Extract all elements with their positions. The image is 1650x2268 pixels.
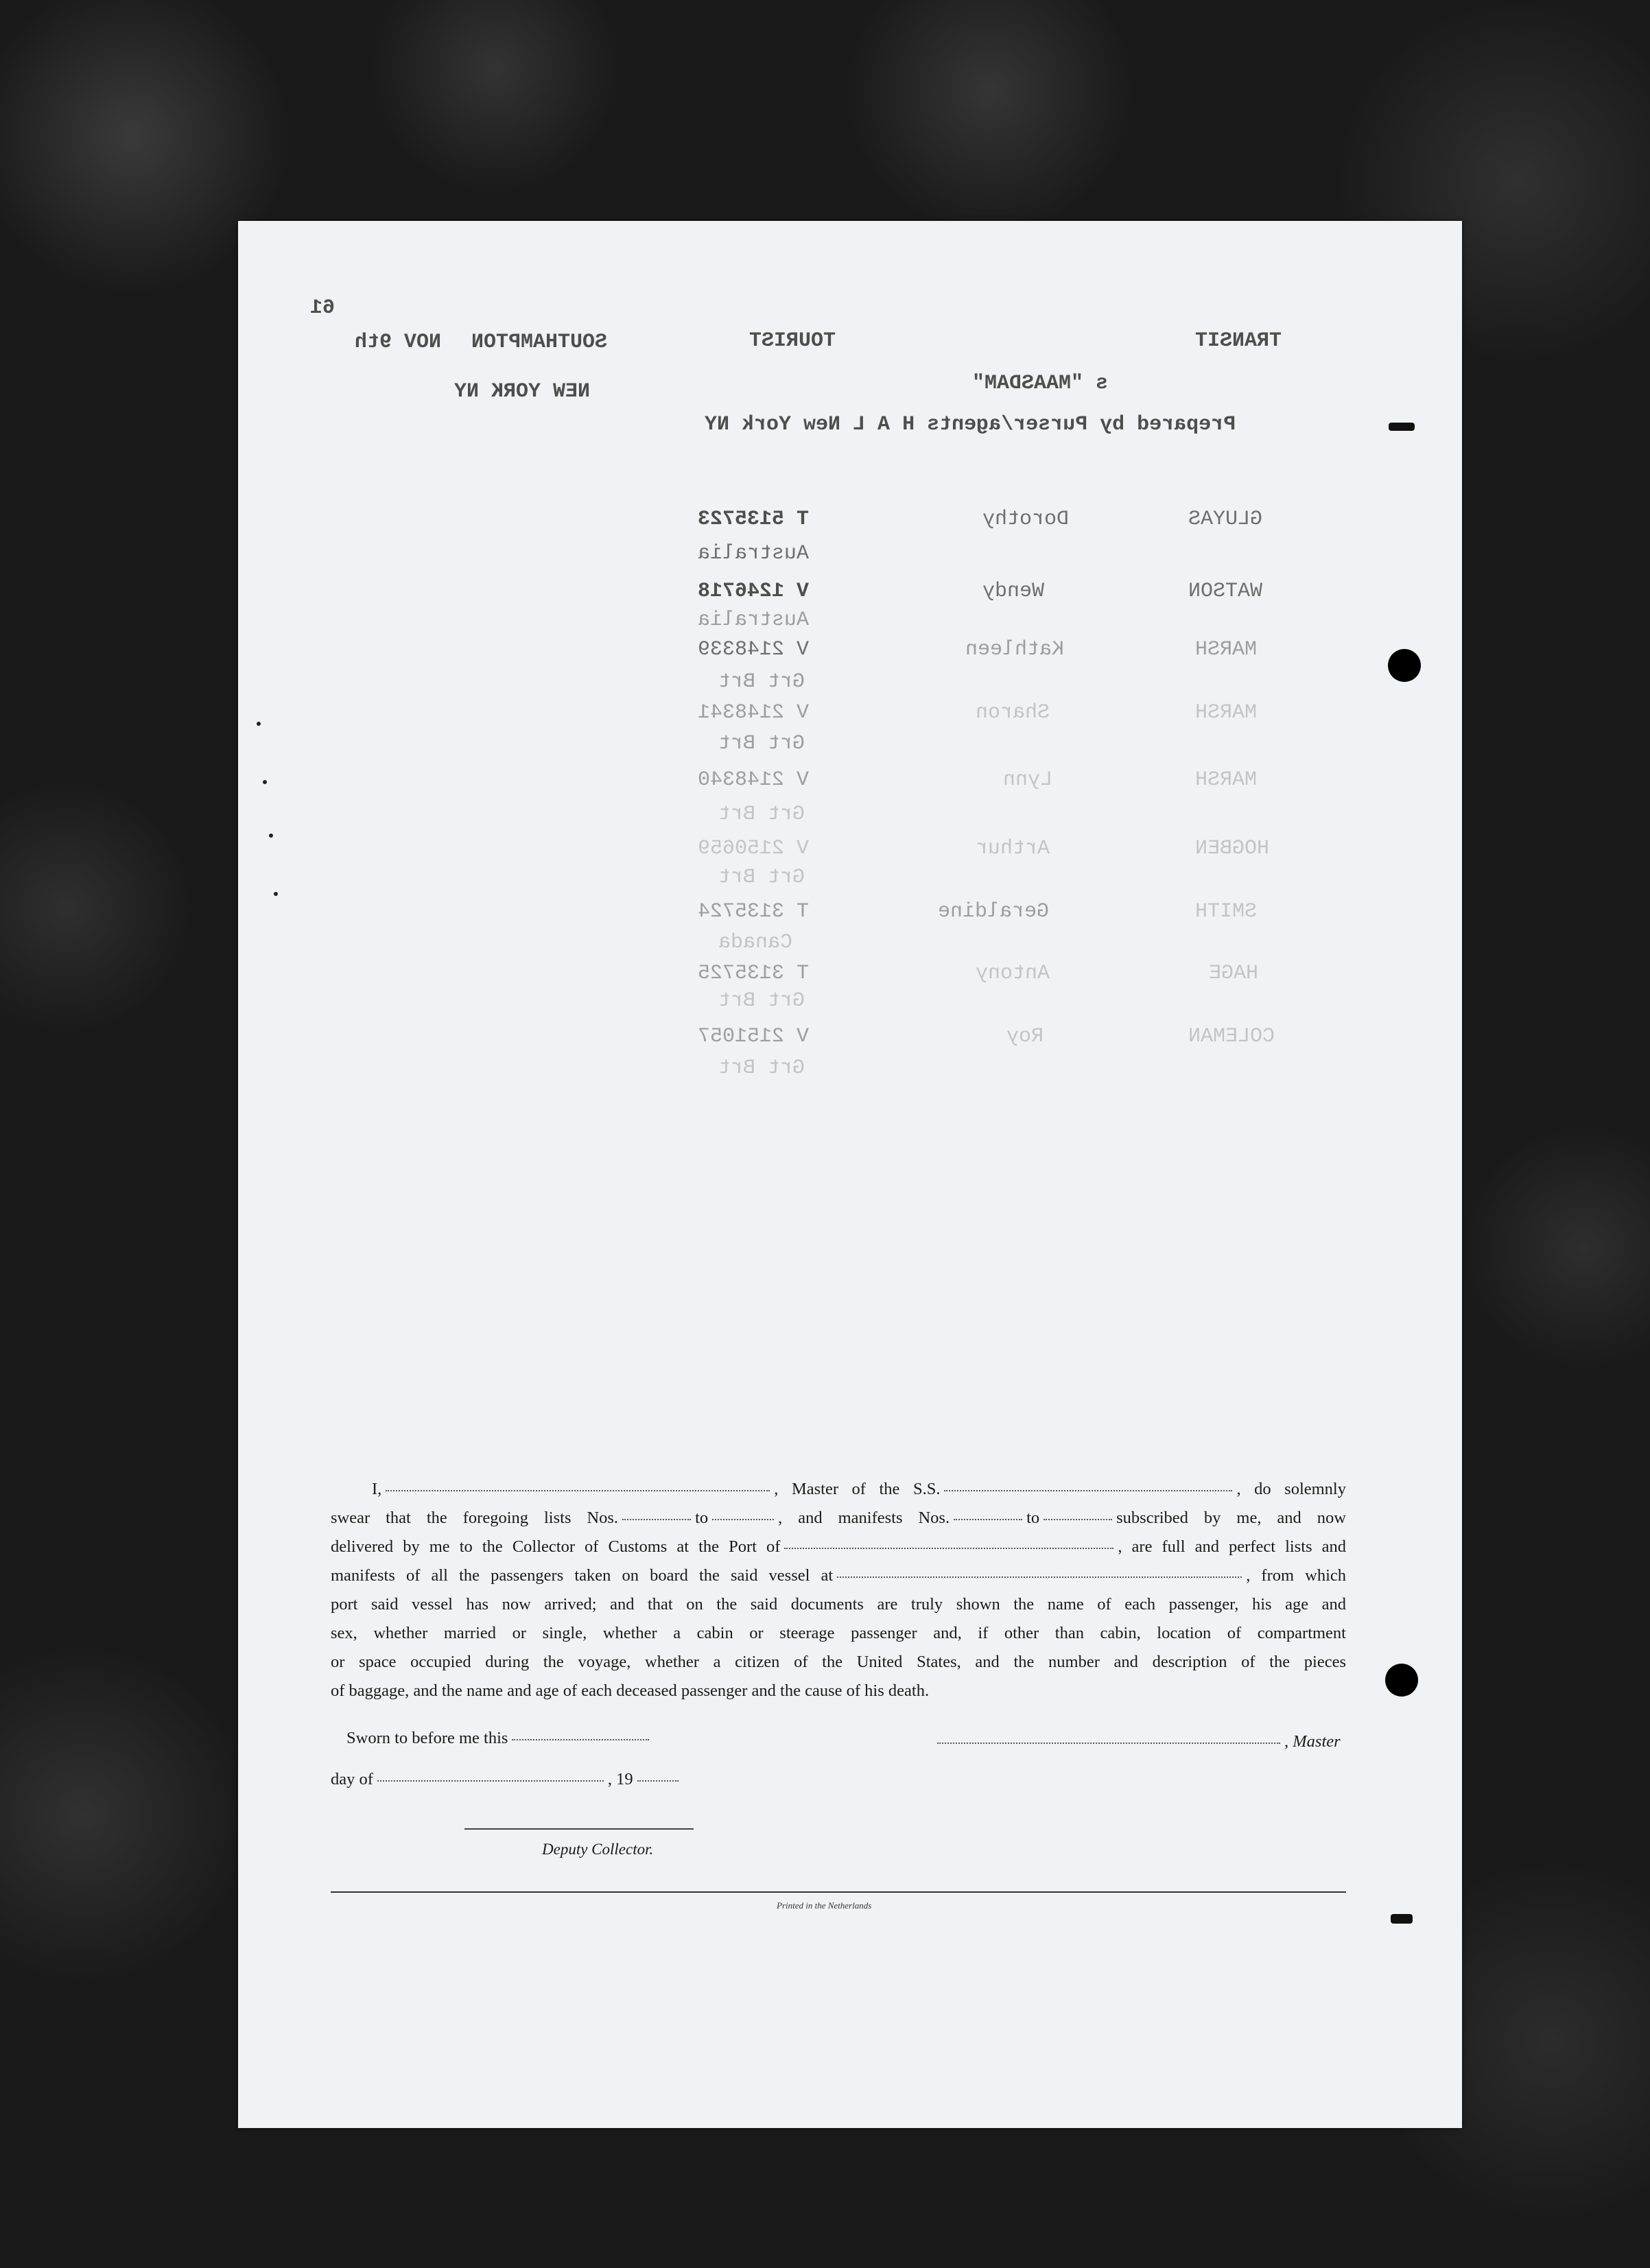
bleed-origin: Canada <box>718 931 793 954</box>
bleed-surname: HAGE <box>1209 962 1259 985</box>
bleed-surname: MARSH <box>1195 701 1258 724</box>
bleed-surname: HOGBEN <box>1195 837 1270 860</box>
bleed-header-date: NOV 9th <box>355 331 442 354</box>
bleed-origin: Grt Brt <box>718 989 805 1013</box>
bleed-origin: Australia <box>698 609 810 632</box>
bleed-header-port: SOUTHAMPTON <box>471 331 608 354</box>
bleed-origin: Grt Brt <box>718 670 805 694</box>
deputy-signature-rule <box>464 1828 694 1830</box>
footer-rule <box>331 1891 1346 1893</box>
list-from-field[interactable] <box>622 1517 691 1520</box>
bleed-origin: Grt Brt <box>718 803 805 826</box>
bleed-number: V 2148340 <box>698 768 810 792</box>
bleed-number: T 3135725 <box>698 962 810 985</box>
year-field[interactable] <box>637 1779 679 1782</box>
list-to-field[interactable] <box>712 1517 774 1520</box>
bleed-given: Arthur <box>976 837 1050 860</box>
speck <box>263 780 267 784</box>
month-field[interactable] <box>377 1779 604 1782</box>
bleed-surname: MARSH <box>1195 638 1258 661</box>
printer-imprint: Printed in the Netherlands <box>777 1900 872 1911</box>
sworn-line: Sworn to before me this <box>346 1729 653 1748</box>
oath-paragraph <box>331 1475 1346 1705</box>
speck <box>269 834 273 838</box>
oath-line-8: of baggage, and the name and age of each deceased passenger and the cause of his death. <box>331 1681 930 1700</box>
bleed-given: Sharon <box>976 701 1050 724</box>
oath-line-5: port said vessel has now arrived; and that on the said documents are truly shown the name of each passenger, his age and <box>331 1595 1346 1614</box>
oath-line-1: I, , Master of the S.S. , do solemnly <box>372 1480 1346 1498</box>
port-field[interactable] <box>784 1546 1113 1549</box>
master-signature-line: , Master <box>933 1732 1341 1751</box>
bleed-origin: Grt Brt <box>718 1056 805 1080</box>
bleed-number: V 1246718 <box>698 580 810 603</box>
bleed-number: T 3135724 <box>698 900 810 923</box>
manifest-to-field[interactable] <box>1044 1517 1112 1520</box>
bleed-surname: SMITH <box>1195 900 1258 923</box>
bleed-given: Lynn <box>1003 768 1053 792</box>
bleed-prepared-by: Prepared by Purser/agents H A L New York NY <box>705 413 1236 436</box>
bleed-destination: NEW YORK NY <box>454 380 591 403</box>
speck <box>257 722 261 726</box>
bleed-surname: GLUYAS <box>1188 508 1263 531</box>
bleed-given: Wendy <box>982 580 1045 603</box>
staple-mark <box>1391 1914 1413 1924</box>
bleed-origin: Grt Brt <box>718 732 805 755</box>
oath-line-6: sex, whether married or single, whether a cabin or steerage passenger and, if other than cabin, location of compartment <box>331 1624 1346 1642</box>
bleed-surname: COLEMAN <box>1188 1025 1275 1048</box>
deputy-collector-label: Deputy Collector. <box>542 1841 654 1858</box>
embark-port-field[interactable] <box>837 1575 1242 1578</box>
staple-mark <box>1389 423 1415 431</box>
bleed-number: V 2151057 <box>698 1025 810 1048</box>
oath-line-3: delivered by me to the Collector of Customs at the Port of , are full and perfect lists and <box>331 1537 1346 1556</box>
oath-line-7: or space occupied during the voyage, whether a citizen of the United States, and the number and description of the pieces <box>331 1653 1346 1671</box>
bleed-header-left: TRANSIT <box>1195 329 1282 353</box>
bleed-origin: Australia <box>698 542 810 565</box>
bleed-page-no: 61 <box>310 296 335 320</box>
bleed-origin: Grt Brt <box>718 866 805 889</box>
punch-hole <box>1388 649 1421 682</box>
bleed-given: Roy <box>1006 1025 1044 1048</box>
bleed-ship-line: s "MAASDAM" <box>972 372 1109 395</box>
master-name-field[interactable] <box>386 1489 770 1491</box>
manifest-page <box>238 221 1462 2128</box>
day-of-line: day of , 19 <box>331 1770 683 1789</box>
punch-hole <box>1385 1664 1418 1697</box>
sworn-day-field[interactable] <box>512 1738 649 1740</box>
speck <box>274 892 278 896</box>
bleed-given: Dorothy <box>982 508 1070 531</box>
bleed-number: T 5135723 <box>698 508 810 531</box>
bleed-number: V 2148341 <box>698 701 810 724</box>
oath-line-4: manifests of all the passengers taken on board the said vessel at , from which <box>331 1566 1346 1585</box>
bleed-given: Geraldine <box>938 900 1050 923</box>
bleed-surname: WATSON <box>1188 580 1263 603</box>
bleed-number: V 2150659 <box>698 837 810 860</box>
oath-line-2: swear that the foregoing lists Nos. to , and manifests Nos. to subscribed by me, and now <box>331 1509 1346 1527</box>
bleed-given: Kathleen <box>965 638 1065 661</box>
ship-name-field[interactable] <box>944 1489 1232 1491</box>
manifest-from-field[interactable] <box>954 1517 1022 1520</box>
bleed-header-center: TOURIST <box>749 329 836 353</box>
bleed-surname: MARSH <box>1195 768 1258 792</box>
bleed-number: V 2148339 <box>698 638 810 661</box>
master-signature-field[interactable] <box>937 1741 1280 1744</box>
bleed-given: Antony <box>976 962 1050 985</box>
